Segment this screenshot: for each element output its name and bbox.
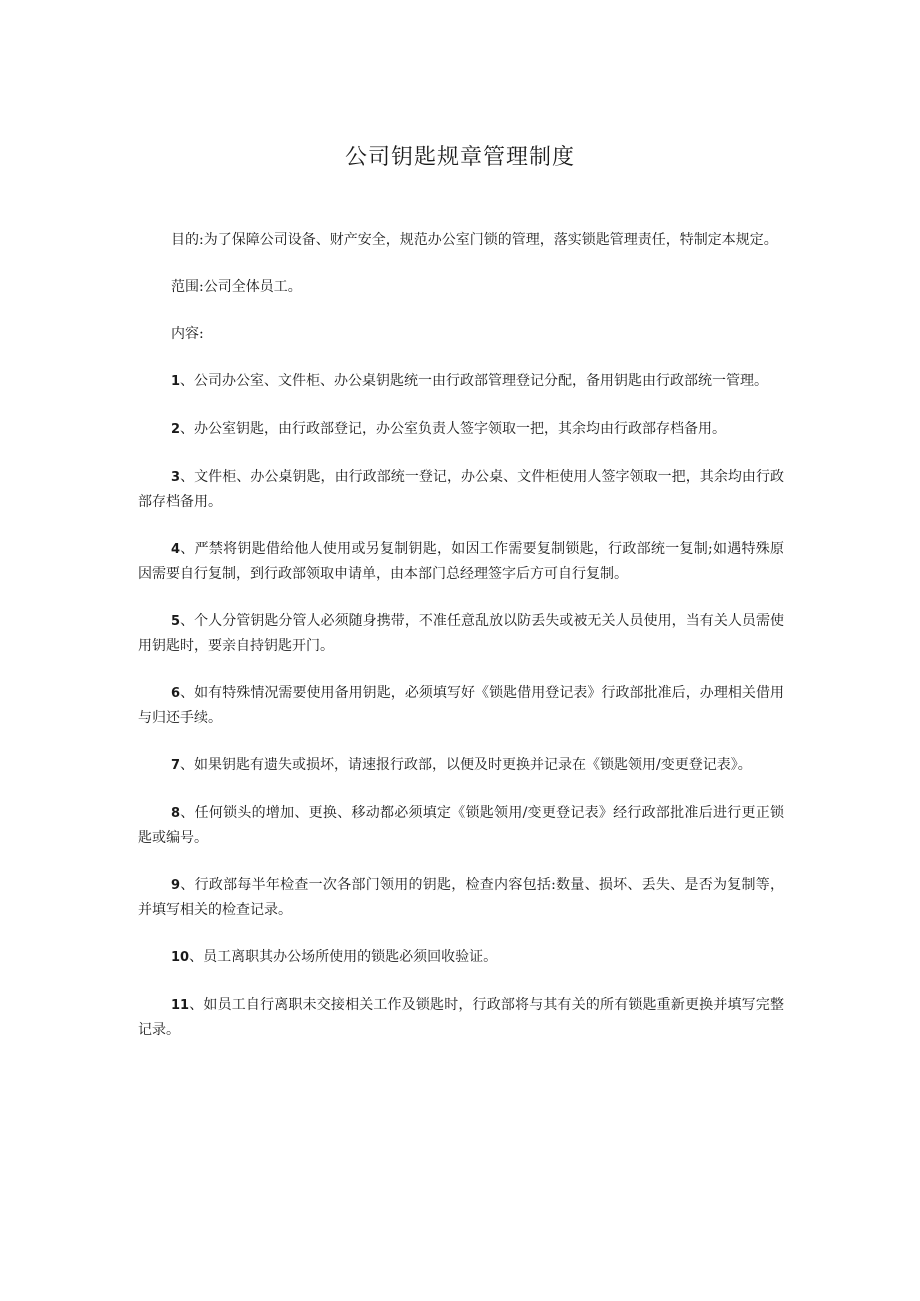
rule-item-1 [138,369,784,394]
rule-number: 4 [171,542,181,557]
rule-text: 、任何锁头的增加、更换、移动都必须填定《锁匙领用/变更登记表》经行政部批准后进行更正锁匙或编号。 [138,805,784,846]
rule-text: 、如员工自行离职未交接相关工作及锁匙时，行政部将与其有关的所有锁匙重新更换并填写完整记录。 [138,997,784,1038]
rule-item-3 [138,465,784,514]
rule-text: 、严禁将钥匙借给他人使用或另复制钥匙，如因工作需要复制锁匙，行政部统一复制;如遇特殊原因需要自行复制，到行政部领取申请单，由本部门总经理签字后方可自行复制。 [138,541,784,582]
rule-item-6 [138,681,784,730]
rule-number: 2 [171,422,181,437]
rule-number: 1 [171,374,181,389]
rule-item-2 [138,417,784,442]
content-label: 内容: [171,326,204,342]
rule-item-7 [138,753,784,778]
rule-text: 、公司办公室、文件柜、办公桌钥匙统一由行政部管理登记分配，备用钥匙由行政部统一管理。 [180,373,769,389]
document-body [138,228,784,1065]
rule-text: 、个人分管钥匙分管人必须随身携带，不准任意乱放以防丢失或被无关人员使用，当有关人员需使用钥匙时，要亲自持钥匙开门。 [138,613,784,654]
rule-text: 、行政部每半年检查一次各部门领用的钥匙，检查内容包括:数量、损坏、丢失、是否为复制等，并填写相关的检查记录。 [138,877,784,918]
rule-text: 、如有特殊情况需要使用备用钥匙，必须填写好《锁匙借用登记表》行政部批准后，办理相关借用与归还手续。 [138,685,784,726]
rule-number: 5 [171,614,181,629]
rule-number: 7 [171,758,181,773]
rule-item-10 [138,945,784,970]
rule-item-4 [138,537,784,586]
rule-item-11 [138,993,784,1042]
rule-number: 9 [171,878,181,893]
rule-number: 8 [171,806,181,821]
rule-text: 、如果钥匙有遗失或损坏，请速报行政部，以便及时更换并记录在《锁匙领用/变更登记表》。 [180,757,752,773]
rule-number: 6 [171,686,181,701]
document-title: 公司钥匙规章管理制度 [344,145,575,170]
rule-item-8 [138,801,784,850]
rule-number: 11 [171,998,190,1013]
scope-paragraph: 范围:公司全体员工。 [171,279,302,295]
rule-text: 、办公室钥匙，由行政部登记，办公室负责人签字领取一把，其余均由行政部存档备用。 [180,421,727,437]
purpose-paragraph: 目的:为了保障公司设备、财产安全，规范办公室门锁的管理，落实锁匙管理责任，特制定本规定。 [171,232,778,248]
rule-text: 、文件柜、办公桌钥匙，由行政部统一登记，办公桌、文件柜使用人签字领取一把，其余均由行政部存档备用。 [138,469,784,510]
rule-number: 3 [171,470,181,485]
rule-item-5 [138,609,784,658]
rule-item-9 [138,873,784,922]
rule-text: 、员工离职其办公场所使用的锁匙必须回收验证。 [189,949,498,965]
rule-number: 10 [171,950,190,965]
